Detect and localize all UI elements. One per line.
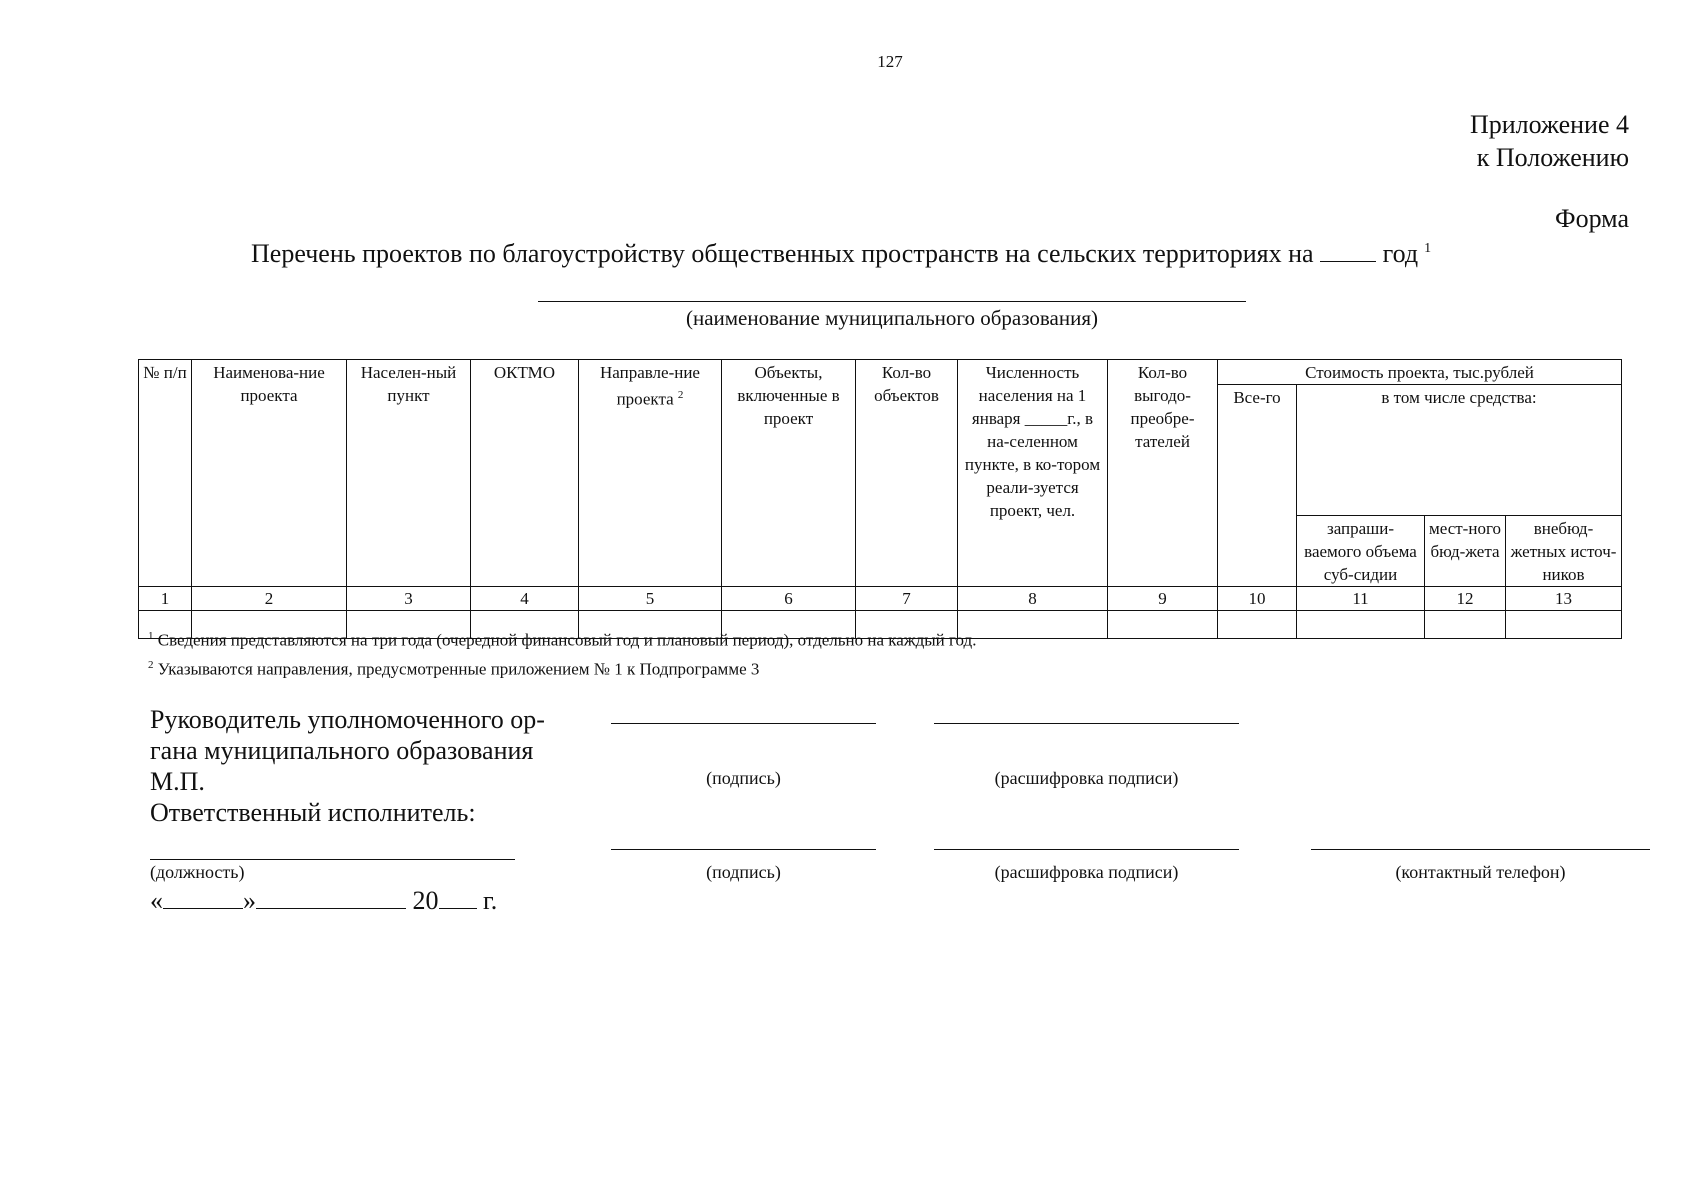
form-label: Форма bbox=[1555, 204, 1629, 233]
stamp-label: М.П. bbox=[150, 767, 205, 796]
phone-caption: (контактный телефон) bbox=[1395, 862, 1566, 882]
empty-cell bbox=[1218, 611, 1297, 639]
head-signature-caption: (подпись) bbox=[706, 768, 781, 788]
header-oktmo: ОКТМО bbox=[471, 360, 579, 587]
table-header-row-1 bbox=[139, 360, 1622, 385]
year-blank bbox=[1320, 241, 1376, 262]
column-number: 8 bbox=[958, 587, 1108, 611]
appendix-line-2: к Положению bbox=[1476, 143, 1629, 172]
header-extrabudgetary: внебюд-жетных источ-ников bbox=[1506, 516, 1622, 587]
column-numbers-row bbox=[139, 587, 1622, 611]
column-number: 12 bbox=[1425, 587, 1506, 611]
column-number: 9 bbox=[1108, 587, 1218, 611]
year-digits-blank bbox=[439, 888, 477, 909]
header-direction bbox=[579, 360, 722, 587]
head-title-line-1: Руководитель уполномоченного ор- bbox=[150, 705, 545, 734]
date-close-quote: » bbox=[243, 886, 256, 915]
head-title-line-2: гана муниципального образования bbox=[150, 736, 534, 765]
empty-cell bbox=[1297, 611, 1425, 639]
page-number: 127 bbox=[877, 52, 903, 71]
day-blank bbox=[163, 888, 243, 909]
header-cost-group: Стоимость проекта, тыс.рублей bbox=[1218, 360, 1622, 385]
column-number: 2 bbox=[192, 587, 347, 611]
header-settlement: Населен-ный пункт bbox=[347, 360, 471, 587]
municipality-line bbox=[538, 301, 1246, 302]
footnote-2-text: Указываются направления, предусмотренные приложением № 1 к Подпрограмме 3 bbox=[157, 659, 760, 679]
year-suffix: г. bbox=[483, 886, 498, 915]
executor-signature-line bbox=[611, 849, 876, 850]
executor-decoding-caption: (расшифровка подписи) bbox=[994, 862, 1179, 882]
empty-cell bbox=[958, 611, 1108, 639]
date-open-quote: « bbox=[150, 886, 163, 915]
empty-cell bbox=[1506, 611, 1622, 639]
header-local-budget: мест-ного бюд-жета bbox=[1425, 516, 1506, 587]
footnote-2-mark: 2 bbox=[148, 658, 154, 671]
title-text: Перечень проектов по благоустройству общественных пространств на сельских территориях на bbox=[251, 239, 1314, 268]
date-line bbox=[150, 886, 497, 916]
phone-line bbox=[1311, 849, 1650, 850]
column-number: 1 bbox=[139, 587, 192, 611]
header-objects: Объекты, включенные в проект bbox=[722, 360, 856, 587]
head-signature-line bbox=[611, 723, 876, 724]
year-prefix: 20 bbox=[412, 886, 439, 915]
appendix-header bbox=[1470, 108, 1629, 174]
header-object-count: Кол-во объектов bbox=[856, 360, 958, 587]
empty-cell bbox=[1108, 611, 1218, 639]
head-decoding-caption: (расшифровка подписи) bbox=[994, 768, 1179, 788]
header-population: Численность населения на 1 января _____г., в на-селенном пункте, в ко-тором реали-зуется проект, чел. bbox=[958, 360, 1108, 587]
executor-decoding-line bbox=[934, 849, 1239, 850]
header-direction-mark: 2 bbox=[677, 389, 684, 401]
projects-table bbox=[138, 359, 1622, 639]
column-number: 13 bbox=[1506, 587, 1622, 611]
month-blank bbox=[256, 888, 406, 909]
header-project-name: Наименова-ние проекта bbox=[192, 360, 347, 587]
footnote-1-mark: 1 bbox=[148, 630, 154, 642]
municipality-caption: (наименование муниципального образования) bbox=[685, 306, 1099, 330]
footnote-1-text: Сведения представляются на три года (очередной финансовый год и плановый период), отдельно на каждый год. bbox=[157, 630, 977, 650]
signature-block bbox=[150, 704, 545, 828]
header-subsidy: запраши-ваемого объема суб-сидии bbox=[1297, 516, 1425, 587]
column-number: 3 bbox=[347, 587, 471, 611]
executor-signature-caption: (подпись) bbox=[706, 862, 781, 882]
column-number: 6 bbox=[722, 587, 856, 611]
column-number: 11 bbox=[1297, 587, 1425, 611]
header-total: Все-го bbox=[1218, 385, 1297, 587]
head-decoding-line bbox=[934, 723, 1239, 724]
title-year-word: год bbox=[1382, 239, 1419, 268]
header-including-group: в том числе средства: bbox=[1297, 385, 1622, 516]
title-footnote-mark: 1 bbox=[1424, 241, 1432, 257]
footnote-1 bbox=[148, 624, 976, 653]
column-number: 5 bbox=[579, 587, 722, 611]
column-number: 10 bbox=[1218, 587, 1297, 611]
header-beneficiaries: Кол-во выгодо-преобре-тателей bbox=[1108, 360, 1218, 587]
footnote-2 bbox=[148, 653, 976, 682]
executor-label: Ответственный исполнитель: bbox=[150, 798, 476, 827]
appendix-line-1: Приложение 4 bbox=[1469, 110, 1629, 139]
document-title bbox=[251, 239, 1431, 269]
header-number: № п/п bbox=[139, 360, 192, 587]
column-number: 4 bbox=[471, 587, 579, 611]
column-number: 7 bbox=[856, 587, 958, 611]
empty-cell bbox=[1425, 611, 1506, 639]
header-direction-text: Направле-ние проекта bbox=[600, 363, 700, 409]
position-line bbox=[150, 859, 515, 860]
footnotes bbox=[148, 624, 976, 681]
position-caption: (должность) bbox=[150, 862, 245, 882]
